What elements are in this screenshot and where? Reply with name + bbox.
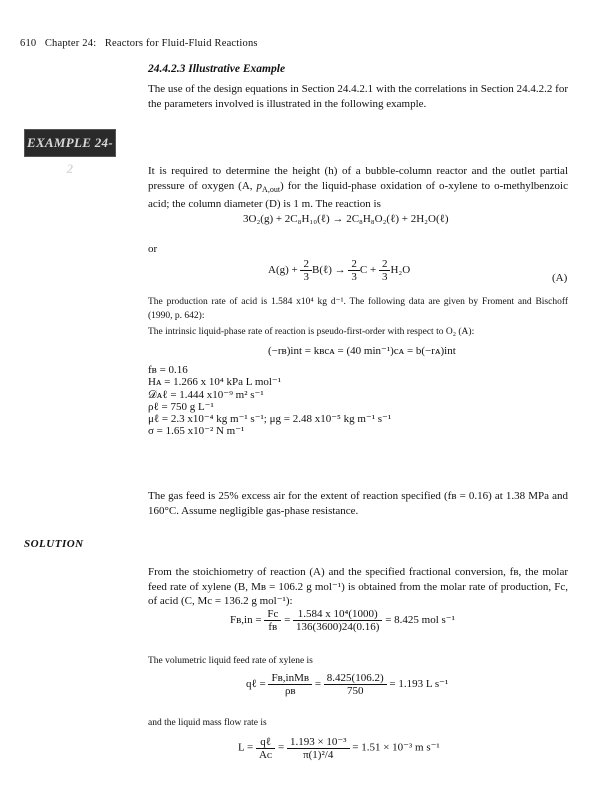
chapter-title: Reactors for Fluid-Fluid Reactions <box>104 38 258 49</box>
fraction: $\frac{2}{3}$ <box>379 258 391 283</box>
data-item: ρℓ = 750 g L⁻¹ <box>148 400 214 413</box>
data-item: σ = 1.65 x10⁻² N m⁻¹ <box>148 425 245 438</box>
equation-label-a: (A) <box>552 272 568 284</box>
section-intro: The use of the design equations in Section 24.4.2.1 with the correlations in Section 24.4.2.2 for the parameters involved is illustrated in the following example. <box>148 83 568 110</box>
solution-paragraph-1: From the stoichiometry of reaction (A) and the specified fractional conversion, fʙ, the molar feed rate of xylene (B, Mʙ = 106.2 g mol⁻¹) is obtained from the molar rate of production, Fc, of acid (C, Mc = 136.2 g mol⁻¹): <box>148 566 568 607</box>
example-badge-label: EXAMPLE 24-2 <box>26 135 113 176</box>
reaction-equation-2: A(g) + $\frac{2}{3}$ B(ℓ) → $\frac{2}{3}$ C + $\frac{2}{3}$ H₂O <box>268 258 411 283</box>
fraction: $\frac{\text{qℓ}}{\text{Aᴄ}}$ <box>256 736 275 761</box>
data-item: fʙ = 0.16 <box>148 364 188 376</box>
rate-equation: (−rʙ)int = kʙcᴀ = (40 min⁻¹)cᴀ = b(−rᴀ)int <box>268 345 456 357</box>
problem-paragraph-2: The production rate of acid is 1.584 x10⁴ kg d⁻¹. The following data are given by Froment and Bischoff (1990, p. 642): <box>148 297 568 321</box>
solution-paragraph-3: and the liquid mass flow rate is <box>148 718 267 728</box>
data-item: 𝒟ᴀℓ = 1.444 x10⁻⁹ m² s⁻¹ <box>148 388 264 401</box>
section-heading: 24.4.2.3 Illustrative Example <box>148 63 286 75</box>
page-number: 610 <box>20 38 37 49</box>
fraction: $\frac{2}{3}$ <box>348 258 360 283</box>
or-label: or <box>148 243 158 255</box>
reaction-equation-1: 3O₂(g) + 2C₈H₁₀(ℓ) → 2C₈H₈O₂(ℓ) + 2H₂O(ℓ) <box>243 213 449 225</box>
example-badge <box>24 129 116 176</box>
fraction: $\frac{\text{1.193 × 10⁻³}}{\text{π(1)²/4}}$ <box>287 735 350 761</box>
fraction: $\frac{\text{1.584 x 10⁴(1000)}}{136(3600)24(0.16)}$ <box>293 608 382 633</box>
data-item: Hᴀ = 1.266 x 10⁴ kPa L mol⁻¹ <box>148 376 282 389</box>
mass-flow-equation: L = $\frac{\text{qℓ}}{\text{Aᴄ}}$ = $\frac{\text{1.193 × 10⁻³}}{\text{π(1)²/4}}$ = 1.51 × 10⁻³ m s⁻¹ <box>238 735 440 761</box>
problem-paragraph-4: The gas feed is 25% excess air for the extent of reaction specified (fʙ = 0.16) at 1.38 MPa and 160°C. Assume negligible gas-phase resistance. <box>148 490 568 517</box>
running-header <box>20 38 258 49</box>
data-item: μℓ = 2.3 x10⁻⁴ kg m⁻¹ s⁻¹; μg = 2.48 x10⁻⁵ kg m⁻¹ s⁻¹ <box>148 413 392 426</box>
feed-rate-equation: Fʙ,in = $\frac{Fc}{\text{fʙ}}$ = $\frac{\text{1.584 x 10⁴(1000)}}{136(3600)24(0.16)}$ = 8.425 mol s⁻¹ <box>230 608 455 633</box>
solution-label: SOLUTION <box>24 538 84 550</box>
fraction: $\frac{\text{Fʙ,inMʙ}}{\text{ρʙ}}$ <box>268 672 312 697</box>
fraction: $\frac{Fc}{\text{fʙ}}$ <box>264 608 281 633</box>
data-list <box>148 364 391 438</box>
chapter-label: Chapter 24: <box>44 38 97 49</box>
problem-paragraph-3: The intrinsic liquid-phase rate of reaction is pseudo-first-order with respect to O₂ (A): <box>148 327 475 337</box>
problem-paragraph-1: It is required to determine the height (h) of a bubble-column reactor and the outlet partial pressure of oxygen (A, $p_{A,out}$) for the liquid-phase oxidation of o-xylene to o-methylbenzoic acid; the column diameter (D) is 1 m. The reaction is <box>148 165 568 211</box>
fraction: $\frac{2}{3}$ <box>300 258 312 283</box>
solution-paragraph-2: The volumetric liquid feed rate of xylene is <box>148 656 313 666</box>
fraction: $\frac{8.425(106.2)}{750}$ <box>324 672 387 697</box>
volumetric-rate-equation: qℓ = $\frac{\text{Fʙ,inMʙ}}{\text{ρʙ}}$ = $\frac{8.425(106.2)}{750}$ = 1.193 L s⁻¹ <box>246 672 449 697</box>
